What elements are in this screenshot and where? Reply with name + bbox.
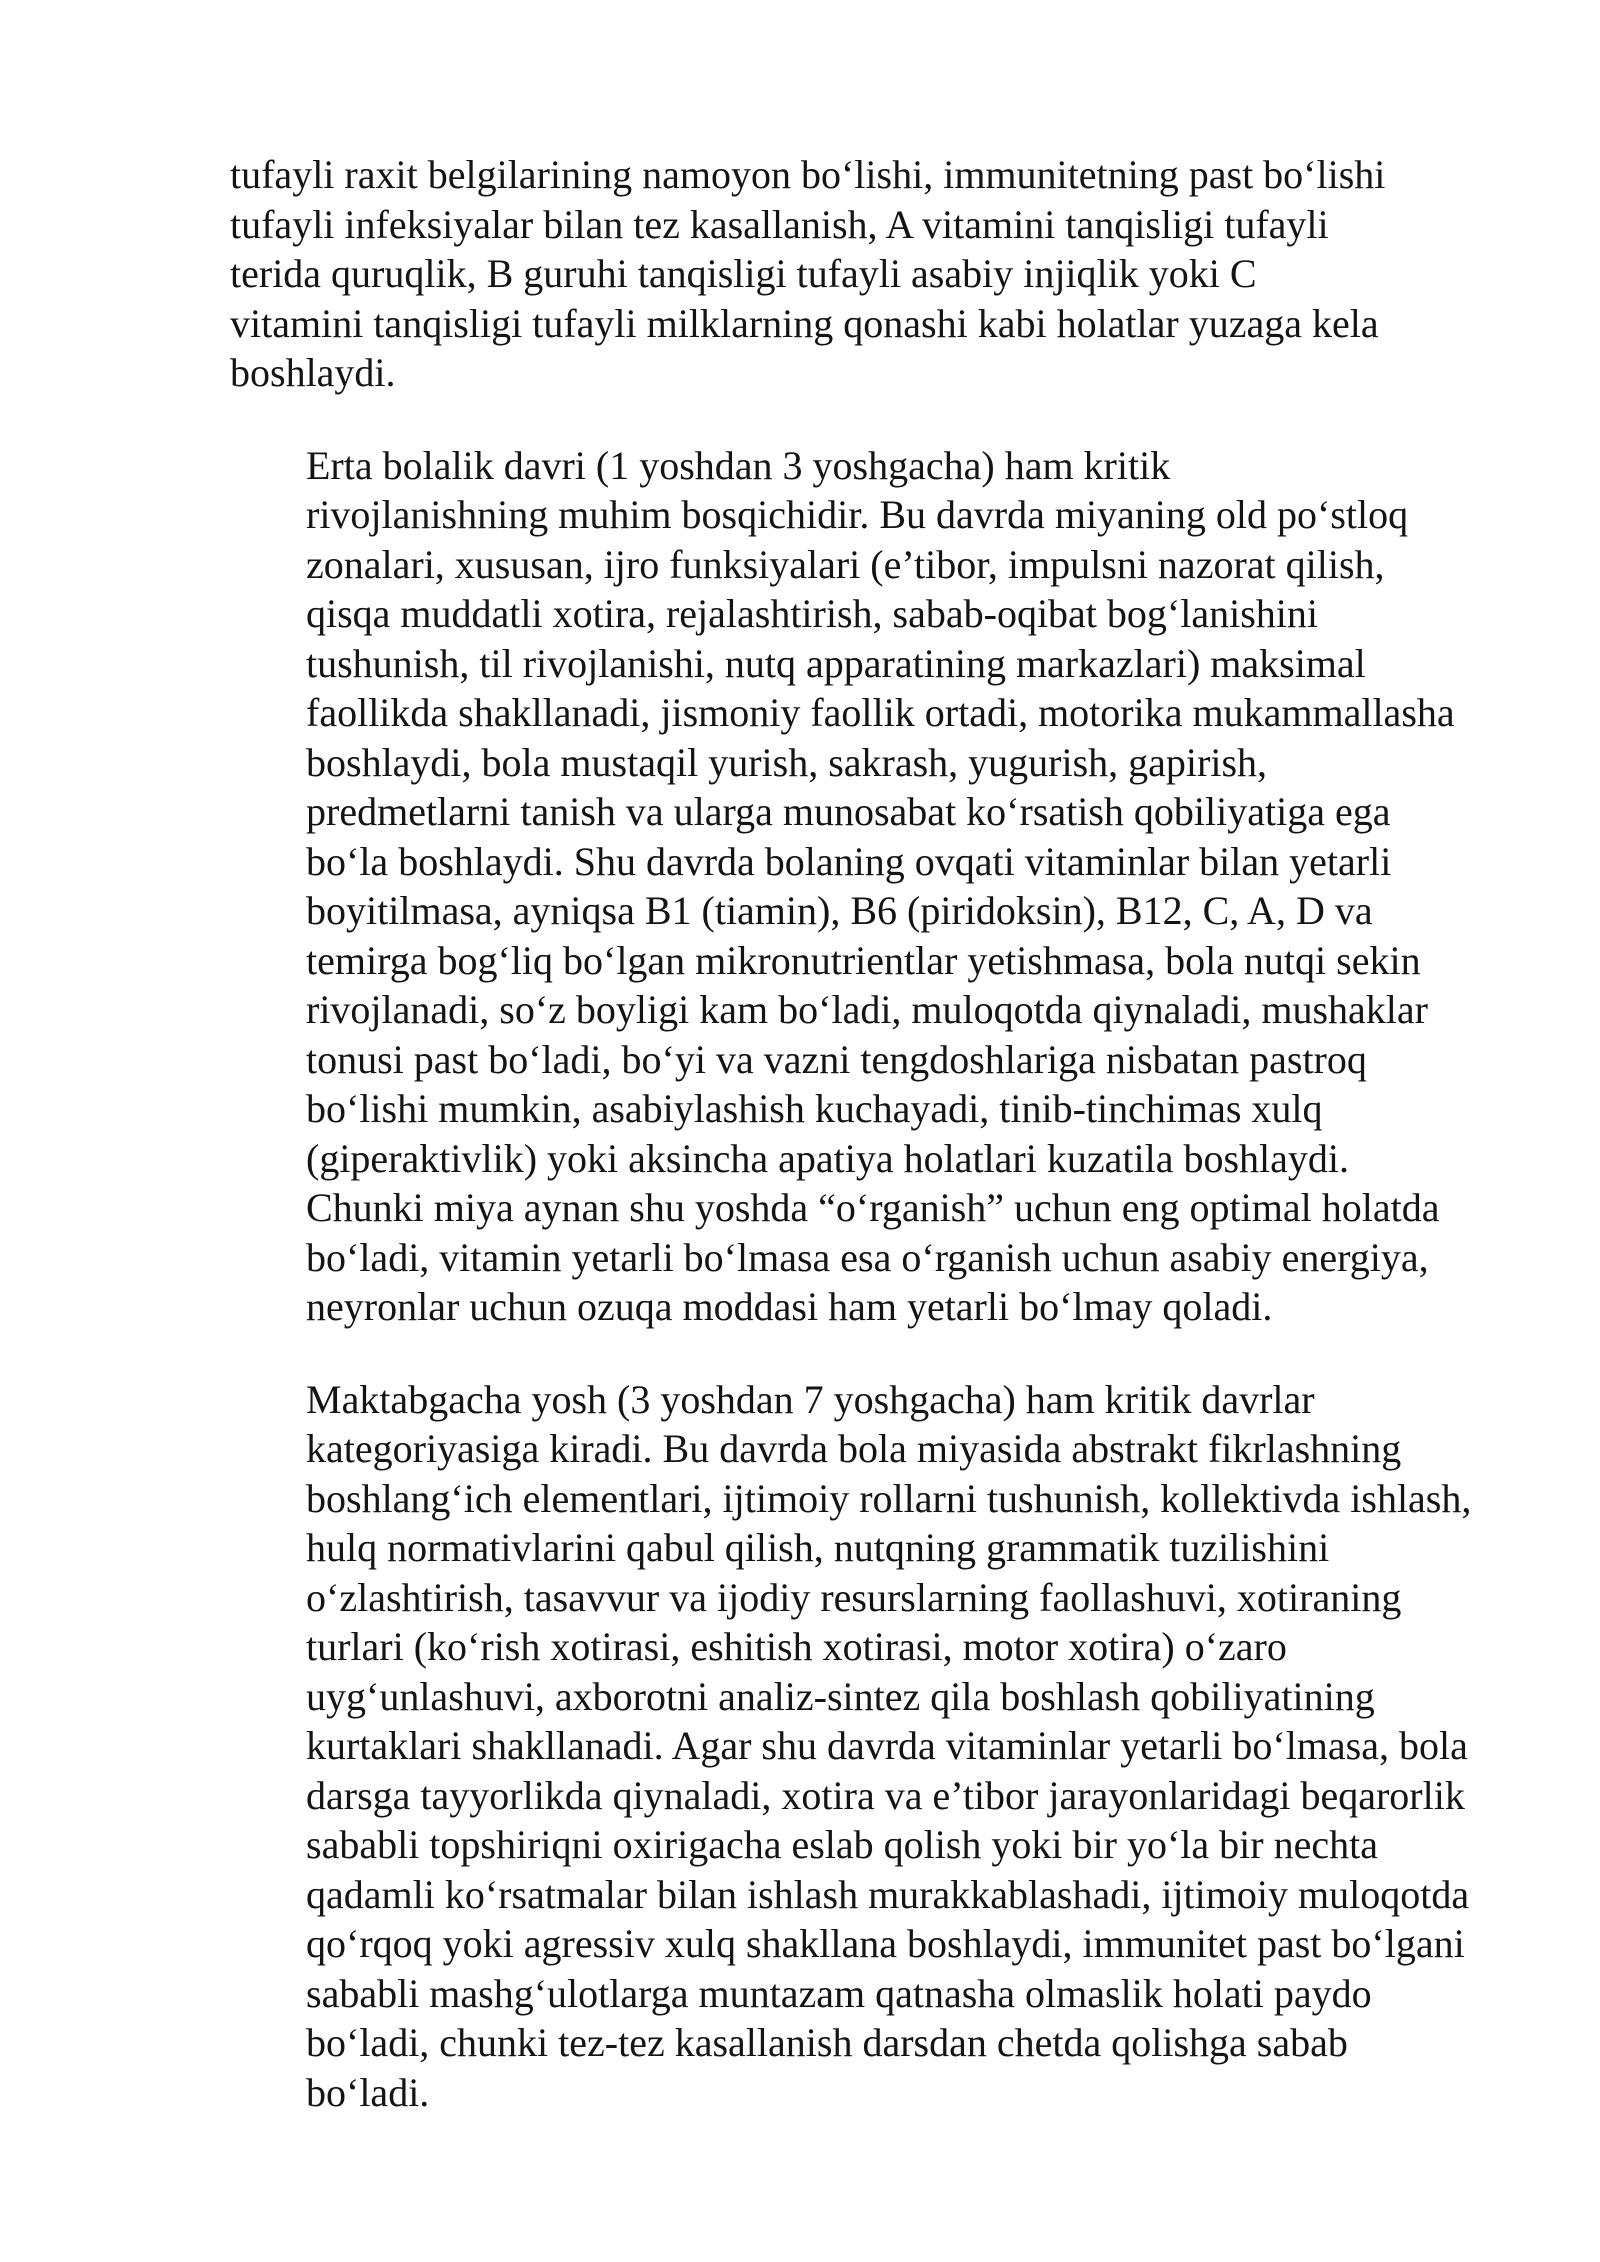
text-line: Chunki miya aynan shu yoshda “o‘rganish” uchun eng optimal holatda [306, 1185, 1440, 1230]
text-line: turlari (ko‘rish xotirasi, eshitish xotirasi, motor xotira) o‘zaro [306, 1624, 1287, 1669]
text-line: boshlaydi. [230, 350, 396, 395]
text-line: boshlang‘ich elementlari, ijtimoiy rollarni tushunish, kollektivda ishlash, [306, 1475, 1472, 1521]
text-line: qisqa muddatli xotira, rejalashtirish, sabab-oqibat bog‘lanishini [306, 591, 1319, 636]
text-line: boshlaydi, bola mustaqil yurish, sakrash, yugurish, gapirish, [306, 739, 1268, 785]
text-line: o‘zlashtirish, tasavvur va ijodiy resurslarning faollashuvi, xotiraning [306, 1574, 1402, 1620]
text-line: kurtaklari shakllanadi. Agar shu davrda vitaminlar yetarli bo‘lmasa, bola [306, 1723, 1468, 1768]
text-line: temirga bog‘liq bo‘lgan mikronutrientlar yetishmasa, bola nutqi sekin [306, 937, 1421, 983]
text-line: bo‘ladi, chunki tez-tez kasallanish darsdan chetda qolishga sabab [306, 2020, 1348, 2065]
paragraph-early-childhood [230, 441, 1490, 1332]
text-line: bo‘ladi. [306, 2069, 430, 2115]
paragraph-continuation [230, 150, 1490, 398]
text-line: rivojlanishning muhim bosqichidir. Bu davrda miyaning old po‘stloq [306, 492, 1409, 537]
text-line: qo‘rqoq yoki agressiv xulq shakllana boshlaydi, immunitet past bo‘lgani [306, 1921, 1465, 1966]
text-line: tufayli raxit belgilarining namoyon bo‘lishi, immunitetning past bo‘lishi [230, 152, 1386, 197]
text-line: tonusi past bo‘ladi, bo‘yi va vazni tengdoshlariga nisbatan pastroq [306, 1036, 1367, 1082]
paragraph-preschool-age [230, 1375, 1490, 2118]
text-line: uyg‘unlashuvi, axborotni analiz-sintez qila boshlash qobiliyatining [306, 1673, 1375, 1719]
text-line: zonalari, xususan, ijro funksiyalari (e’tibor, impulsni nazorat qilish, [306, 541, 1385, 587]
text-line: bo‘la boshlaydi. Shu davrda bolaning ovqati vitaminlar bilan yetarli [306, 838, 1392, 884]
text-line: terida quruqlik, B guruhi tanqisligi tufayli asabiy injiqlik yoki C [230, 251, 1257, 296]
text-line: hulq normativlarini qabul qilish, nutqning grammatik tuzilishini [306, 1525, 1330, 1570]
text-line: predmetlarni tanish va ularga munosabat ko‘rsatish qobiliyatiga ega [306, 789, 1391, 834]
text-line: Maktabgacha yosh (3 yoshdan 7 yoshgacha) ham kritik davrlar [306, 1376, 1315, 1422]
text-line: Erta bolalik davri (1 yoshdan 3 yoshgacha) ham kritik [306, 442, 1171, 488]
text-line: rivojlanadi, so‘z boyligi kam bo‘ladi, muloqotda qiynaladi, mushaklar [306, 987, 1428, 1032]
text-line: tufayli infeksiyalar bilan tez kasallanish, A vitamini tanqisligi tufayli [230, 201, 1329, 247]
text-line: bo‘lishi mumkin, asabiylashish kuchayadi, tinib-tinchimas xulq [306, 1086, 1323, 1131]
document-body [230, 150, 1490, 2117]
text-line: vitamini tanqisligi tufayli milklarning qonashi kabi holatlar yuzaga kela [230, 300, 1379, 346]
text-line: (giperaktivlik) yoki aksincha apatiya holatlari kuzatila boshlaydi. [306, 1135, 1350, 1181]
text-line: darsga tayyorlikda qiynaladi, xotira va e’tibor jarayonlaridagi beqarorlik [306, 1772, 1465, 1818]
text-line: sababli mashg‘ulotlarga muntazam qatnasha olmaslik holati paydo [306, 1970, 1372, 2016]
text-line: kategoriyasiga kiradi. Bu davrda bola miyasida abstrakt fikrlashning [306, 1426, 1402, 1471]
text-line: qadamli ko‘rsatmalar bilan ishlash murakkablashadi, ijtimoiy muloqotda [306, 1871, 1470, 1917]
text-line: boyitilmasa, ayniqsa B1 (tiamin), B6 (piridoksin), B12, C, A, D va [306, 888, 1373, 933]
text-line: bo‘ladi, vitamin yetarli bo‘lmasa esa o‘rganish uchun asabiy energiya, [306, 1234, 1429, 1280]
text-line: neyronlar uchun ozuqa moddasi ham yetarli bo‘lmay qoladi. [306, 1284, 1273, 1329]
text-line: tushunish, til rivojlanishi, nutq apparatining markazlari) maksimal [306, 640, 1366, 686]
text-line: sababli topshiriqni oxirigacha eslab qolish yoki bir yo‘la bir nechta [306, 1822, 1378, 1867]
text-line: faollikda shakllanadi, jismoniy faollik ortadi, motorika mukammallasha [306, 690, 1455, 735]
